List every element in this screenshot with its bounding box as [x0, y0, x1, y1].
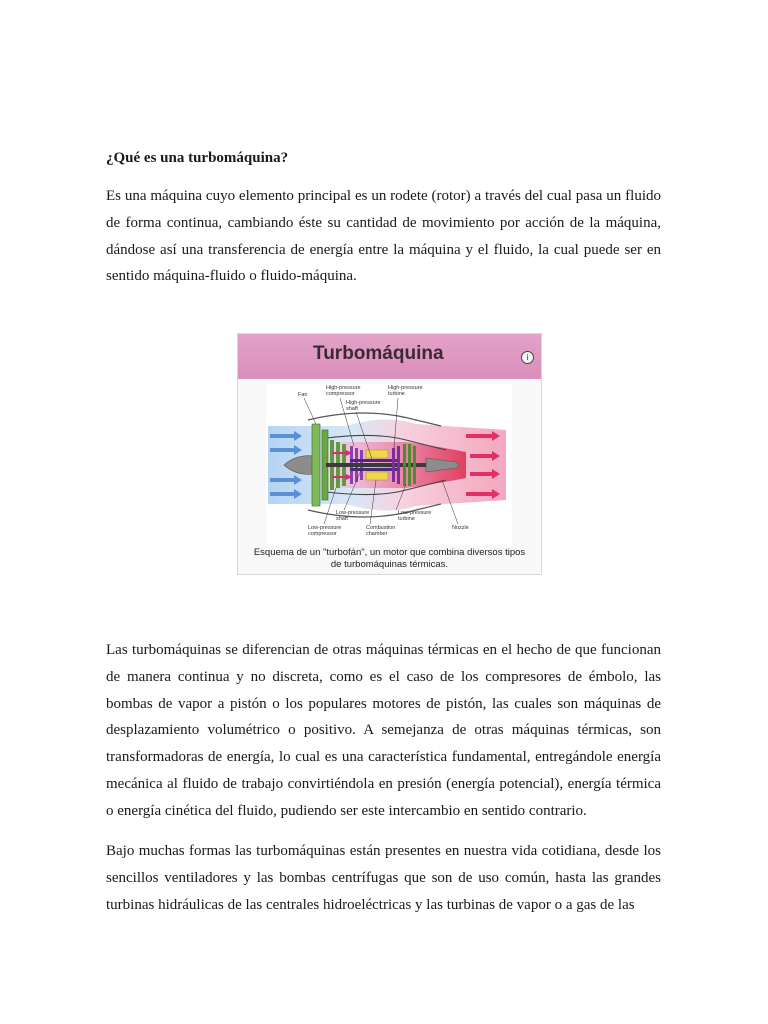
label-lp-turbine: Low-pressure	[398, 510, 432, 516]
label-lp-turbine: turbine	[398, 516, 415, 522]
label-hp-turbine: High-pressure	[388, 385, 423, 391]
label-hp-shaft: shaft	[346, 406, 358, 412]
label-combustion-chamber: Combustion	[366, 525, 396, 531]
label-lp-compressor: compressor	[308, 531, 337, 537]
label-hp-compressor: High-pressure	[326, 385, 361, 391]
label-fan: Fan	[298, 392, 308, 398]
paragraph-differences: Las turbomáquinas se diferencian de otras máquinas térmicas en el hecho de que funcionan de manera continua y no discreta, como es el caso de los compresores de émbolo, las bombas de vapor a pistón o los populares motores de pistón, las cuales son máquinas de desplazamiento volumétrico o positivo. A semejanza de otras máquinas térmicas, son transformadoras de energía, lo cual es una característica fundamental, entregándole energía mecánica al fluido de trabajo convirtiéndola en presión (energía potencial), energía térmica o energía cinética del fluido, pudiendo ser este intercambio en sentido contrario.	[106, 642, 661, 819]
label-lp-shaft: shaft	[336, 516, 348, 522]
paragraph-everyday-use: Bajo muchas formas las turbomáquinas están presentes en nuestra vida cotidiana, desde los sencillos ventiladores y las bombas centrífugas que son de uso común, hasta las grandes turbinas hidráulicas de las centrales hidroeléctricas y las turbinas de vapor o a gas de las	[106, 843, 661, 913]
lp-turbine	[413, 446, 416, 484]
turbofan-diagram	[266, 384, 512, 546]
figure-caption	[238, 547, 541, 571]
figure-header	[238, 334, 541, 379]
figure-caption-line: de turbomáquinas térmicas.	[330, 559, 449, 570]
label-lp-compressor: Low-pressure	[308, 525, 342, 531]
hp-turbine	[397, 446, 400, 484]
label-hp-compressor: compressor	[326, 391, 355, 397]
label-combustion-chamber: chamber	[366, 531, 388, 537]
lp-turbine	[403, 444, 406, 486]
paragraph-definition: Es una máquina cuyo elemento principal es un rodete (rotor) a través del cual pasa un fluido de forma continua, cambiando éste su cantidad de movimiento por acción de la máquina, dándose así una transferencia de energía entre la máquina y el fluido, la cual puede ser en sentido máquina-fluido o fluido-máquina.	[106, 188, 661, 285]
combustion-chamber	[366, 472, 388, 480]
label-hp-shaft: High-pressure	[346, 400, 381, 406]
fan-blades	[312, 424, 320, 506]
figure-caption-line: Esquema de un "turbofán", un motor que combina diversos tipos	[253, 547, 526, 558]
label-lp-shaft: Low-pressure	[336, 510, 370, 516]
label-nozzle: Nozzle	[452, 525, 469, 531]
turbomachine-figure	[237, 333, 542, 575]
label-hp-turbine: turbine	[388, 391, 405, 397]
figure-title: Turbomáquina	[313, 343, 444, 364]
lp-turbine	[408, 444, 411, 486]
page-heading: ¿Qué es una turbomáquina?	[106, 150, 289, 166]
info-icon[interactable]: i	[521, 351, 534, 364]
hp-turbine	[392, 448, 395, 482]
